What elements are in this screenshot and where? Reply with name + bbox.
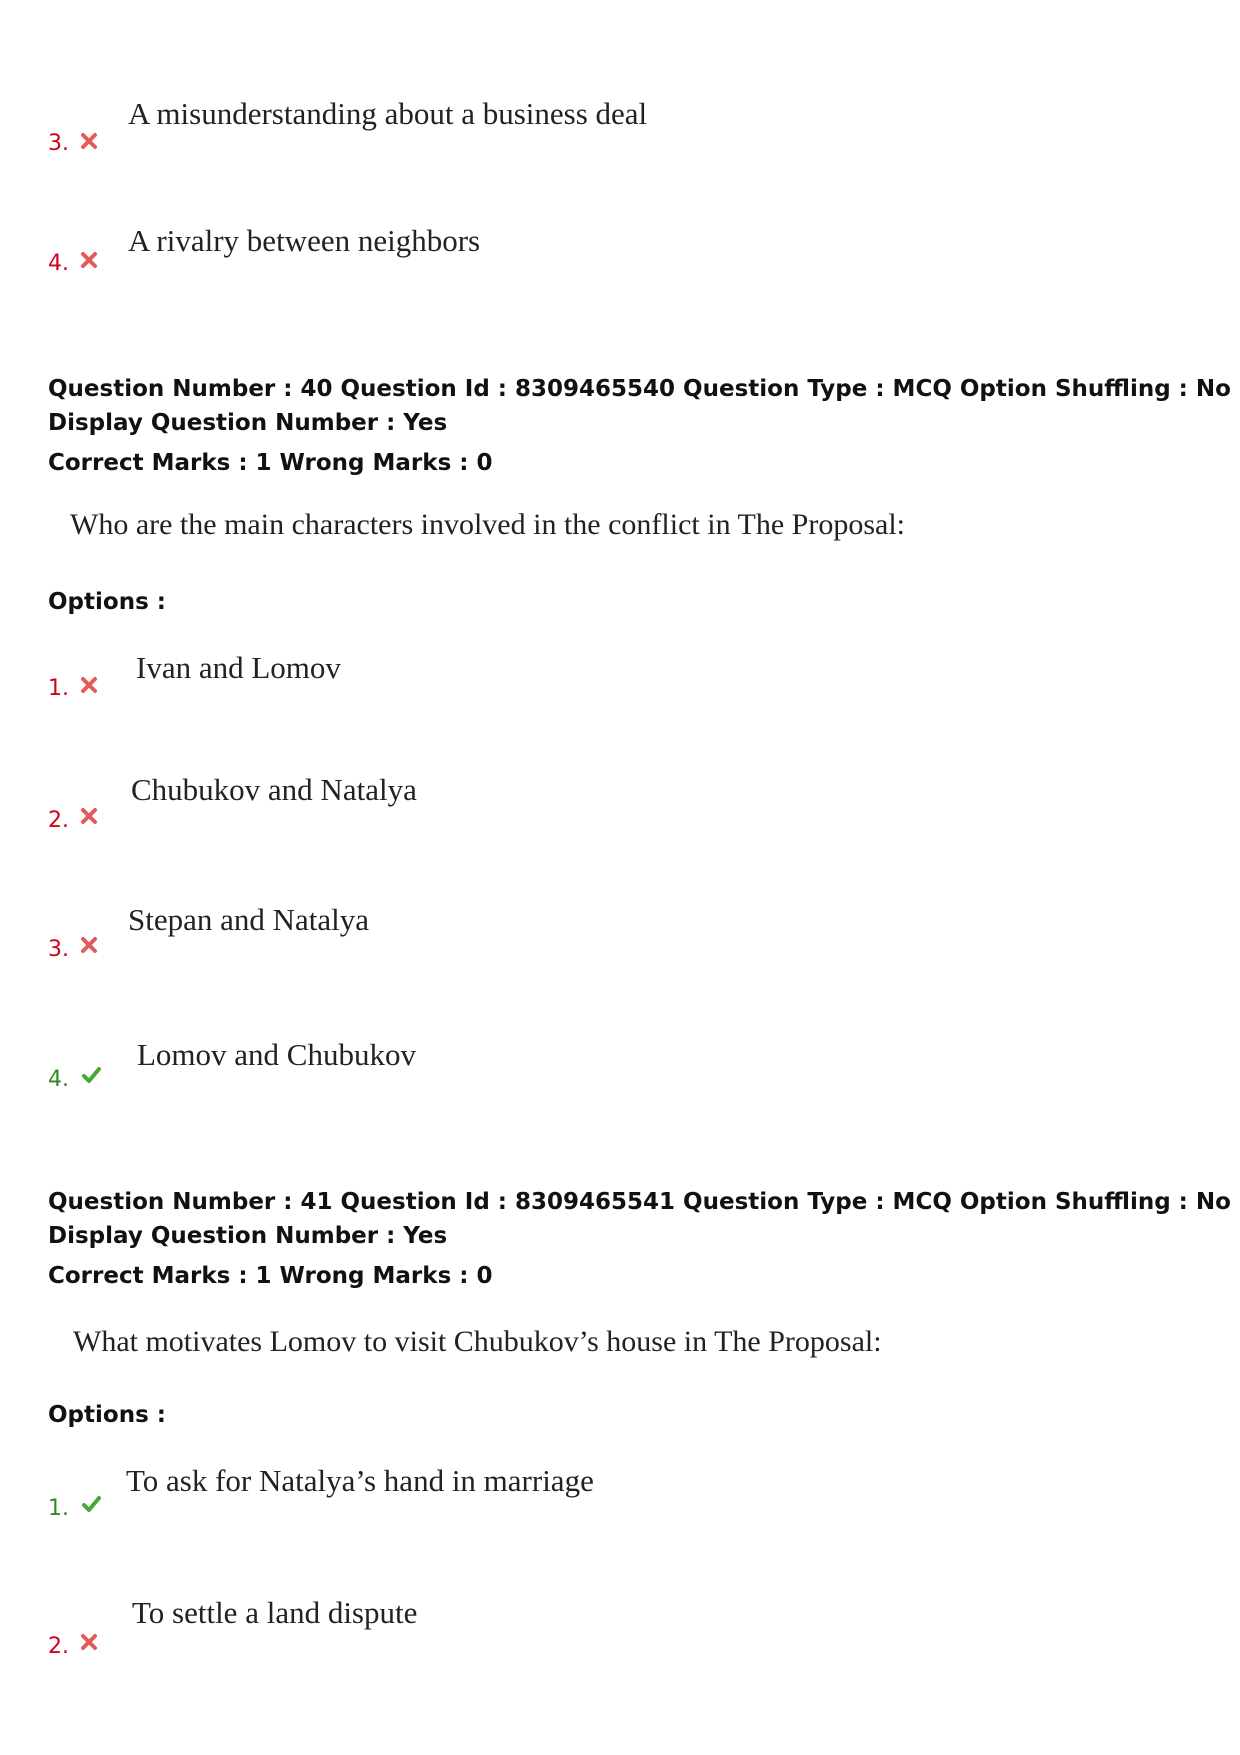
question-text: What motivates Lomov to visit Chubukov’s house in The Proposal:: [73, 1325, 882, 1358]
question-marks: Correct Marks : 1 Wrong Marks : 0: [48, 450, 493, 476]
question-header: Question Number : 41 Question Id : 8309465541 Question Type : MCQ Option Shuffling : No: [48, 1189, 1231, 1215]
check-icon: [79, 1065, 103, 1085]
options-label: Options :: [48, 1402, 166, 1428]
option-number: 2.: [48, 1634, 69, 1659]
option-number: 3.: [48, 131, 69, 156]
option-text: Chubukov and Natalya: [131, 772, 417, 807]
question-marks: Correct Marks : 1 Wrong Marks : 0: [48, 1263, 493, 1289]
option-number: 3.: [48, 937, 69, 962]
option-number: 1.: [48, 676, 69, 701]
cross-icon: [79, 131, 99, 151]
cross-icon: [79, 675, 99, 695]
option-text: Stepan and Natalya: [128, 902, 370, 937]
option-number: 4.: [48, 1067, 69, 1092]
option-text: Lomov and Chubukov: [137, 1037, 416, 1072]
cross-icon: [79, 250, 99, 270]
question-text: Who are the main characters involved in the conflict in The Proposal:: [70, 508, 906, 541]
question-display-number: Display Question Number : Yes: [48, 1223, 448, 1249]
option-number: 2.: [48, 808, 69, 833]
option-text: Ivan and Lomov: [136, 650, 341, 685]
cross-icon: [79, 1632, 99, 1652]
question-header: Question Number : 40 Question Id : 8309465540 Question Type : MCQ Option Shuffling : No: [48, 376, 1231, 402]
option-text: To settle a land dispute: [132, 1595, 418, 1630]
question-display-number: Display Question Number : Yes: [48, 410, 448, 436]
option-text: A misunderstanding about a business deal: [128, 96, 648, 131]
cross-icon: [79, 806, 99, 826]
cross-icon: [79, 935, 99, 955]
check-icon: [79, 1494, 103, 1514]
option-text: To ask for Natalya’s hand in marriage: [126, 1463, 594, 1498]
option-number: 1.: [48, 1496, 69, 1521]
option-number: 4.: [48, 251, 69, 276]
option-text: A rivalry between neighbors: [128, 223, 481, 258]
options-label: Options :: [48, 589, 166, 615]
